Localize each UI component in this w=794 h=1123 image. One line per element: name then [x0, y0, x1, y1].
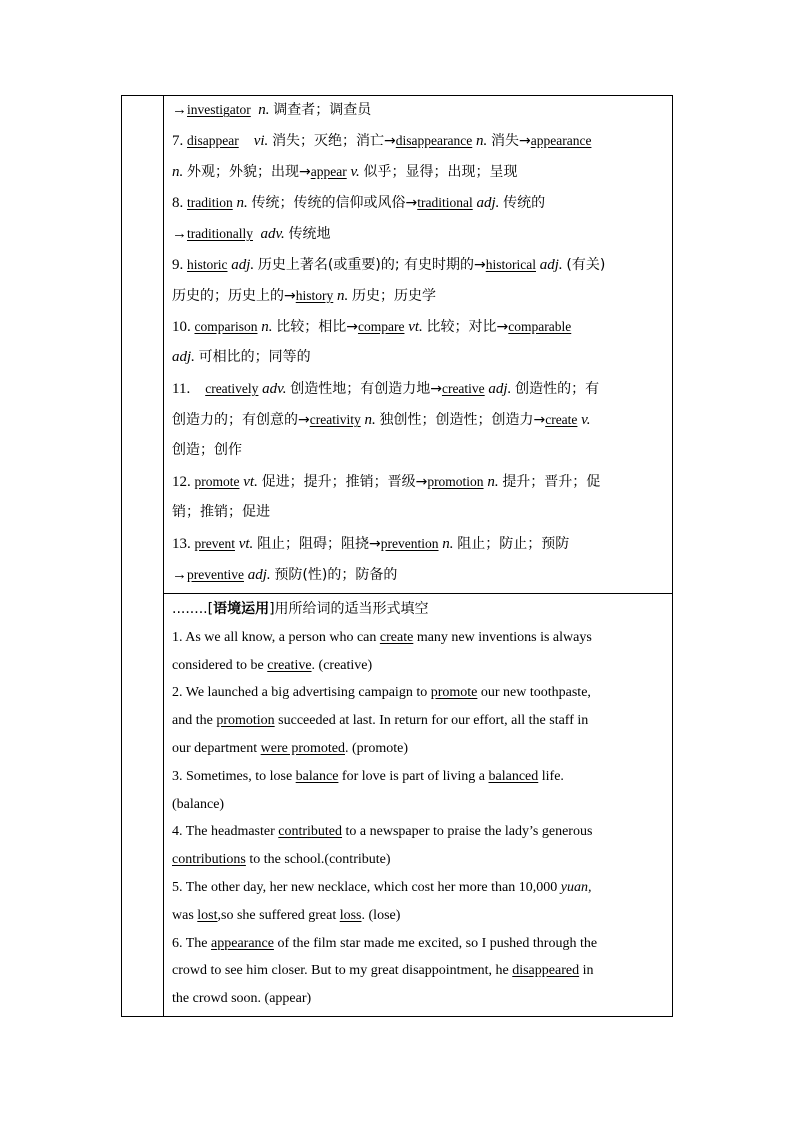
answer-word: tradition	[187, 195, 233, 210]
vocab-line: →investigator n. 调查者；调查员	[172, 102, 372, 118]
answer-word: prevent	[194, 536, 235, 551]
vocab-line: 10. comparison n. 比较；相比→compare vt. 比较；对比→comparable	[172, 319, 572, 335]
exercise-line: 6. The appearance of the film star made me excited, so I pushed through the	[172, 935, 598, 951]
exercise-line: 1. As we all know, a person who can create many new inventions is always	[172, 629, 592, 645]
answer-blank: balance	[295, 768, 339, 784]
answer-blank: contributions	[172, 852, 246, 868]
exercise-line: and the promotion succeeded at last. In return for our effort, all the staff in	[172, 713, 589, 729]
vocab-table	[121, 95, 673, 1017]
answer-word: traditional	[417, 195, 473, 210]
word-family-list	[172, 96, 668, 592]
vocab-line: 创造力的；有创意的→creativity n. 独创性；创造性；创造力→create v.	[172, 412, 591, 428]
answer-word: creativity	[309, 412, 361, 427]
vocab-line: 历史的；历史上的→history n. 历史；历史学	[172, 288, 436, 304]
vocab-line: 销；推销；促进	[172, 504, 270, 520]
answer-word: historic	[187, 257, 228, 272]
answer-word: appear	[310, 164, 347, 179]
answer-blank: were promoted	[260, 740, 345, 756]
vocab-line: 8. tradition n. 传统；传统的信仰或风俗→traditional adj. 传统的	[172, 195, 546, 211]
vocab-line: n. 外观；外貌；出现→appear v. 似乎；显得；出现；呈现	[172, 164, 518, 180]
answer-blank: promote	[430, 685, 478, 701]
exercise-line: crowd to see him closer. But to my great disappointment, he disappeared in	[172, 963, 594, 979]
exercise-line: the crowd soon. (appear)	[172, 991, 312, 1007]
exercise-line: contributions to the school.(contribute)	[172, 852, 391, 868]
answer-word: investigator	[187, 102, 251, 117]
vocab-line: 11. creatively adv. 创造性地；有创造力地→creative adj. 创造性的；有	[172, 381, 600, 397]
answer-blank: promotion	[216, 713, 275, 729]
vocab-line: 7. disappear vi. 消失；灭绝；消亡→disappearance n. 消失→appearance	[172, 133, 592, 149]
vocab-line: 9. historic adj. 历史上著名(或重要)的; 有史时期的→historical adj. (有关)	[172, 257, 606, 273]
answer-word: comparable	[508, 319, 572, 334]
answer-word: preventive	[187, 567, 244, 582]
exercise-line: was lost,so she suffered great loss. (lose)	[172, 907, 401, 923]
answer-word: historical	[485, 257, 536, 272]
answer-blank: disappeared	[512, 963, 580, 979]
vocab-line: →traditionally adv. 传统地	[172, 226, 331, 242]
exercise-line: our department were promoted. (promote)	[172, 740, 408, 756]
left-column	[122, 96, 164, 1016]
vocab-line: →preventive adj. 预防(性)的；防备的	[172, 567, 398, 583]
answer-word: promotion	[427, 474, 484, 489]
row-divider	[164, 593, 672, 594]
answer-word: appearance	[530, 133, 592, 148]
answer-word: comparison	[194, 319, 258, 334]
section-label: 语境运用	[213, 601, 270, 617]
answer-word: creatively	[205, 381, 259, 396]
answer-word: promote	[194, 474, 240, 489]
answer-blank: loss	[339, 907, 362, 923]
answer-word: creative	[441, 381, 485, 396]
exercise-line: 2. We launched a big advertising campaign to promote our new toothpaste,	[172, 685, 591, 701]
answer-word: prevention	[380, 536, 439, 551]
answer-word: disappear	[187, 133, 239, 148]
answer-blank: appearance	[211, 935, 274, 951]
answer-word: create	[545, 412, 578, 427]
answer-word: disappearance	[395, 133, 473, 148]
exercise-line: 3. Sometimes, to lose balance for love is part of living a balanced life.	[172, 768, 564, 784]
exercise-line: 4. The headmaster contributed to a newspaper to praise the lady’s generous	[172, 824, 593, 840]
context-exercises	[172, 596, 668, 1013]
vocab-line: 13. prevent vt. 阻止；阻碍；阻挠→prevention n. 阻止；防止；预防	[172, 536, 570, 552]
answer-blank: balanced	[488, 768, 539, 784]
answer-blank: creative	[267, 657, 312, 673]
exercise-line: considered to be creative. (creative)	[172, 657, 373, 673]
vocab-line: 创造；创作	[172, 442, 242, 458]
section-title: ........[语境运用]用所给词的适当形式填空	[172, 601, 429, 617]
answer-word: traditionally	[187, 226, 253, 241]
exercise-line: 5. The other day, her new necklace, which cost her more than 10,000 yuan,	[172, 879, 592, 895]
answer-word: history	[295, 288, 334, 303]
answer-blank: lost	[197, 907, 218, 923]
answer-word: compare	[357, 319, 405, 334]
vocab-line: adj. 可相比的；同等的	[172, 349, 311, 365]
vocab-line: 12. promote vt. 促进；提升；推销；晋级→promotion n. 提升；晋升；促	[172, 474, 601, 490]
answer-blank: contributed	[278, 824, 343, 840]
answer-blank: create	[379, 629, 414, 645]
exercise-line: (balance)	[172, 796, 225, 812]
